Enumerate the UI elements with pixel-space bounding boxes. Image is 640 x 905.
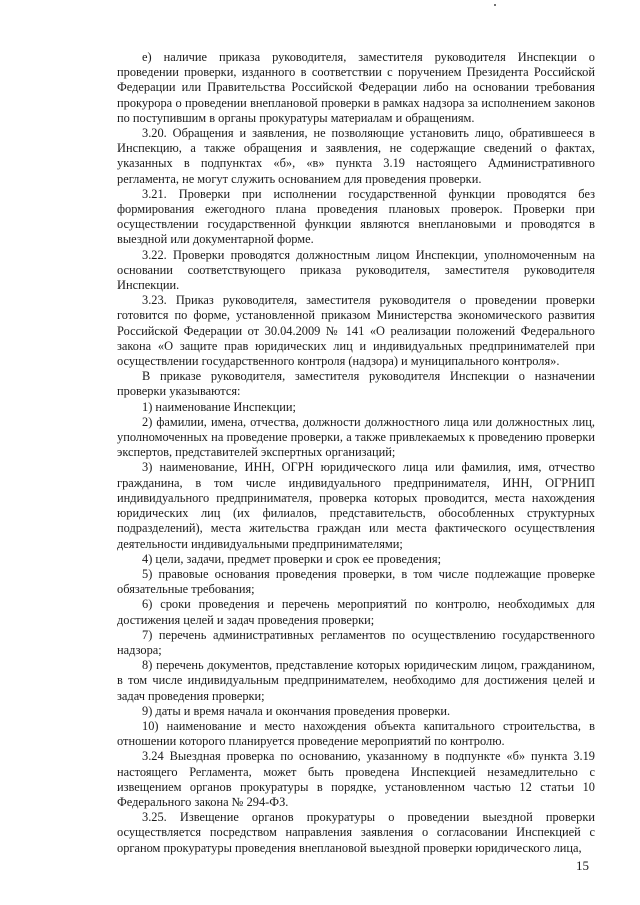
list-item-1: 1) наименование Инспекции; [142,399,296,414]
document-body [117,50,595,856]
paragraph-3-21: 3.21. Проверки при исполнении государственной функции проводятся без формирования ежегодного плана проведения плановых проверок. Проверки при осуществлении государственной функции являются внеплановыми и проводятся в выездной или документарной форме. [117,186,595,247]
paragraph-3-20: 3.20. Обращения и заявления, не позволяющие установить лицо, обратившееся в Инспекцию, а также обращения и заявления, не содержащие сведений о фактах, указанных в подпунктах «б», «в» пункта 3.19 настоящего Административного регламента, не могут служить основанием для проведения проверки. [117,126,595,186]
paragraph-e: е) наличие приказа руководителя, заместителя руководителя Инспекции о проведении проверки, изданного в соответствии с поручением Президента Российской Федерации или Правительства Российской Федерации либо на основании требования прокурора о проведении внеплановой проверки в рамках надзора за исполнением законов по поступившим в органы прокуратуры материалам и обращениям. [117,50,595,125]
list-item-9: 9) даты и время начала и окончания проведения проверки. [142,703,451,718]
paragraph-3-24: 3.24 Выездная проверка по основанию, указанному в подпункте «б» пункта 3.19 настоящего Регламента, может быть проведена Инспекцией незамедлительно с извещением органов прокуратуры в порядке, установленном частью 12 статьи 10 Федерального закона № 294-ФЗ. [117,749,595,809]
list-item-10: 10) наименование и место нахождения объекта капитального строительства, в отношении которого планируется проведение мероприятий по контролю. [117,718,595,749]
list-item-4: 4) цели, задачи, предмет проверки и срок ее проведения; [142,551,442,566]
list-item-2: 2) фамилии, имена, отчества, должности должностного лица или должностных лиц, уполномоченных на проведение проверки, а также привлекаемых к проведению проверки экспертов, представителей экспертных организаций; [117,414,595,460]
list-item-8: 8) перечень документов, представление которых юридическим лицом, гражданином, в том числе индивидуальным предпринимателем, необходимо для достижения целей и задач проведения проверки; [117,658,595,703]
list-item-3: 3) наименование, ИНН, ОГРН юридического лица или фамилия, имя, отчество гражданина, в том числе индивидуального предпринимателя, ИНН, ОГРНИП индивидуального предпринимателя, проверка которых проводится, места нахождения юридических лиц (их филиалов, представительств, обособленных структурных подразделений), места жительства граждан или места фактического осуществления деятельности индивидуальными предпринимателями; [117,460,595,551]
list-item-6: 6) сроки проведения и перечень мероприятий по контролю, необходимых для достижения целей и задач проведения проверки; [117,597,595,627]
paragraph-3-25: 3.25. Извещение органов прокуратуры о проведении выездной проверки осуществляется посредством направления заявления о согласовании Инспекцией с органом прокуратуры проведения внеплановой выездной проверки юридического лица, [117,810,595,855]
paragraph-3-22: 3.22. Проверки проводятся должностным лицом Инспекции, уполномоченным на основании соответствующего приказа руководителя, заместителя руководителя Инспекции. [117,247,595,293]
list-item-5: 5) правовые основания проведения проверки, в том числе подлежащие проверке обязательные требования; [117,566,595,597]
paragraph-order-contents: В приказе руководителя, заместителя руководителя Инспекции о назначении проверки указываются: [117,369,595,399]
list-item-7: 7) перечень административных регламентов по осуществлению государственного надзора; [117,627,595,657]
page-number: 15 [576,858,589,873]
paragraph-3-23: 3.23. Приказ руководителя, заместителя руководителя о проведении проверки готовится по форме, установленной приказом Министерства экономического развития Российской Федерации от 30.04.2009 № 141 «О реализации положений Федерального закона «О защите прав юридических лиц и индивидуальных предпринимателей при осуществлении государственного контроля (надзора) и муниципального контроля». [117,293,595,369]
scan-mark [494,4,496,6]
